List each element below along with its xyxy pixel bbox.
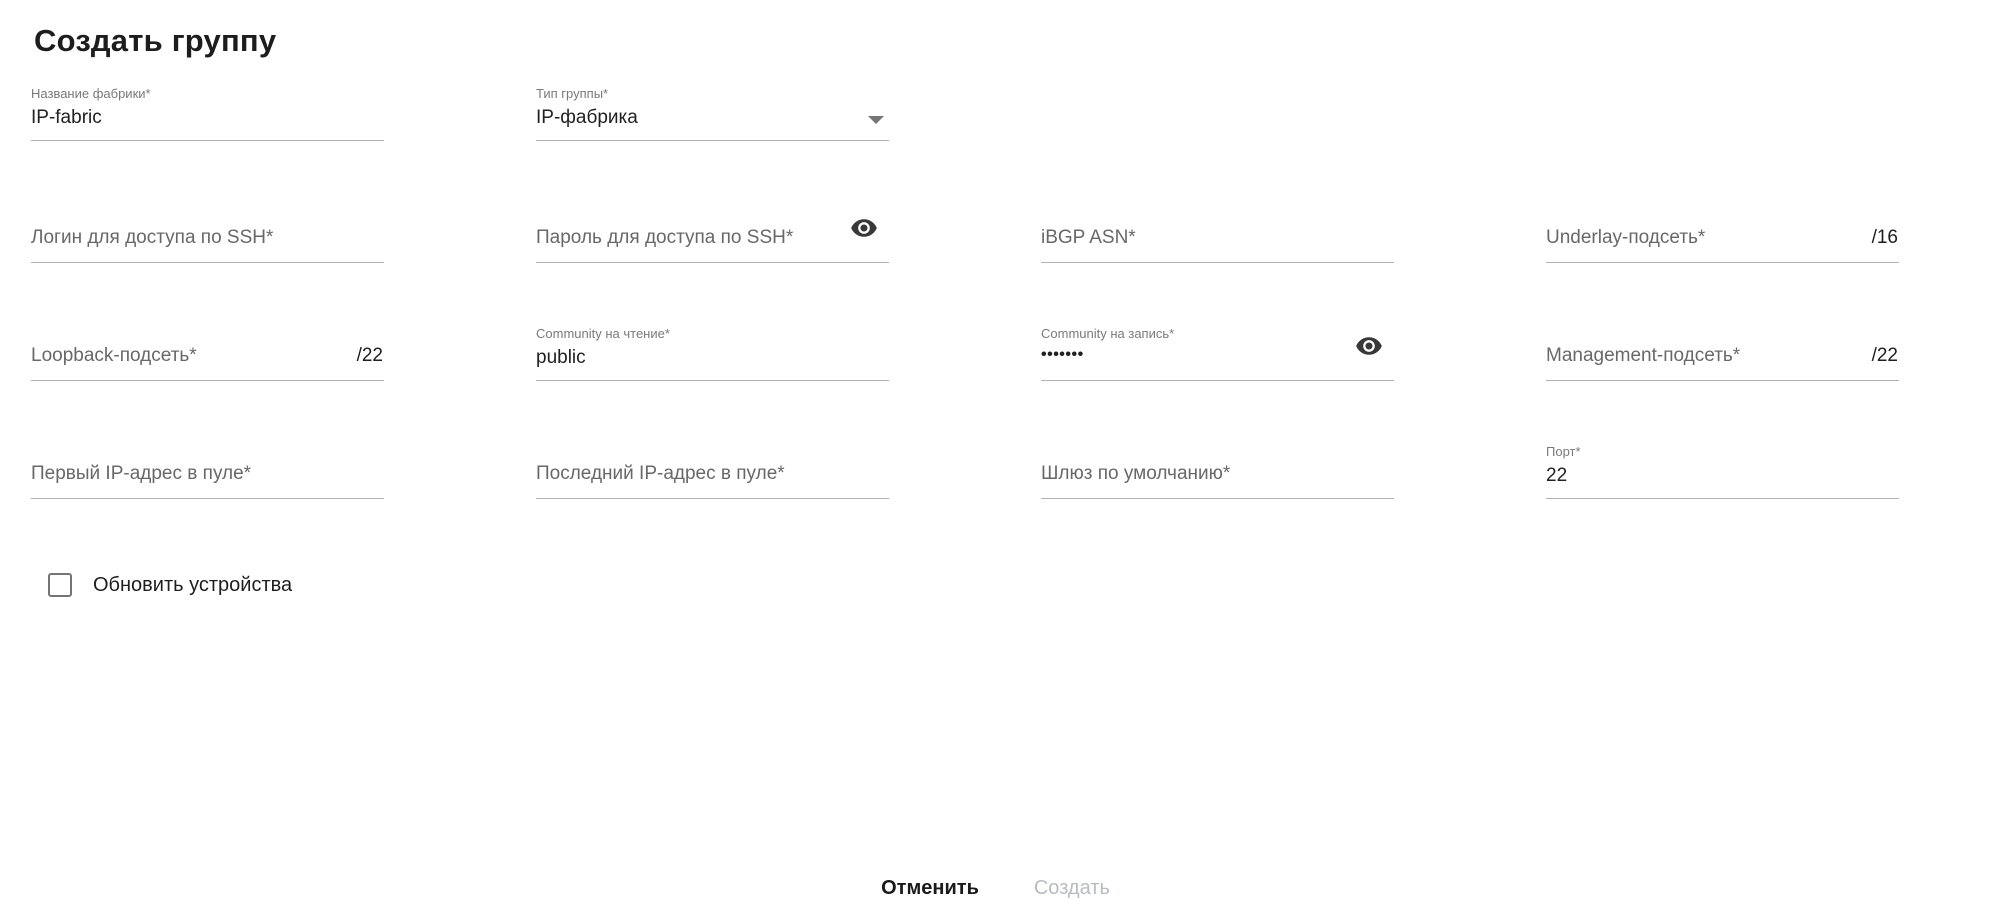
visibility-eye-icon[interactable] [850,214,878,242]
management-subnet-field[interactable] [1546,308,1899,381]
dropdown-arrow-icon[interactable] [868,116,884,124]
empty-cell [1041,68,1394,141]
fabric-name-field[interactable] [31,68,384,141]
community-read-label: Community на чтение* [536,326,670,341]
port-field[interactable] [1546,426,1899,499]
port-label: Порт* [1546,444,1581,459]
page-title: Создать группу [34,23,277,58]
create-button-disabled[interactable]: Создать [1030,873,1114,903]
community-write-label: Community на запись* [1041,326,1175,341]
update-devices-checkbox-label: Обновить устройства [93,573,293,596]
dialog-actions [0,868,1991,908]
ssh-login-placeholder: Логин для доступа по SSH* [31,227,274,248]
group-type-label: Тип группы* [536,86,609,101]
management-subnet-placeholder: Management-подсеть* [1546,345,1741,366]
visibility-eye-icon[interactable] [1355,332,1383,360]
community-write-masked-value: ••••••• [1041,346,1084,363]
checkbox-unchecked-icon[interactable] [48,573,72,597]
form-row-3 [31,308,1899,381]
underlay-subnet-mask-suffix: /16 [1871,227,1898,248]
form-row-1 [31,68,1899,141]
form-row-2 [31,190,1899,263]
loopback-subnet-field[interactable] [31,308,384,381]
first-ip-in-pool-field[interactable] [31,426,384,499]
group-type-value: IP-фабрика [536,107,638,128]
community-read-value: public [536,347,586,368]
community-write-field[interactable] [1041,308,1394,381]
loopback-subnet-mask-suffix: /22 [356,345,383,366]
default-gateway-field[interactable] [1041,426,1394,499]
ssh-login-field[interactable] [31,190,384,263]
ibgp-asn-placeholder: iBGP ASN* [1041,227,1136,248]
loopback-subnet-placeholder: Loopback-подсеть* [31,345,197,366]
ssh-password-placeholder: Пароль для доступа по SSH* [536,227,794,248]
first-ip-placeholder: Первый IP-адрес в пуле* [31,463,252,484]
group-type-select[interactable] [536,68,889,141]
empty-cell [1546,68,1899,141]
fabric-name-label: Название фабрики* [31,86,151,101]
default-gateway-placeholder: Шлюз по умолчанию* [1041,463,1231,484]
fabric-name-value: IP-fabric [31,107,102,128]
form-row-4 [31,426,1899,499]
management-subnet-mask-suffix: /22 [1871,345,1898,366]
cancel-button[interactable]: Отменить [877,873,983,903]
port-value: 22 [1546,465,1568,486]
underlay-subnet-placeholder: Underlay-подсеть* [1546,227,1706,248]
community-read-field[interactable] [536,308,889,381]
update-devices-checkbox-row[interactable] [48,573,292,597]
underlay-subnet-field[interactable] [1546,190,1899,263]
ibgp-asn-field[interactable] [1041,190,1394,263]
last-ip-placeholder: Последний IP-адрес в пуле* [536,463,785,484]
last-ip-in-pool-field[interactable] [536,426,889,499]
ssh-password-field[interactable] [536,190,889,263]
